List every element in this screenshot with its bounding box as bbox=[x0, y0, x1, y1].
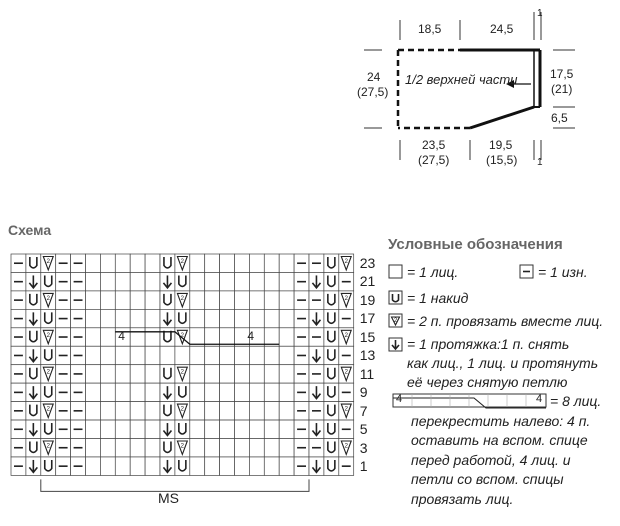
legend-cable-right: 4 bbox=[536, 393, 543, 405]
legend-title: Условные обозначения bbox=[388, 236, 563, 253]
k2tog-label: 2 bbox=[180, 369, 185, 376]
cable-label-right: 4 bbox=[247, 328, 255, 343]
right-height: 17,5 bbox=[550, 67, 574, 81]
k2tog-label: 2 bbox=[46, 295, 50, 302]
row-number: 3 bbox=[359, 439, 368, 456]
k2tog-label: 2 bbox=[344, 295, 348, 302]
k2tog-label: 2 bbox=[46, 443, 50, 450]
legend-pull-2: как лиц., 1 лиц. и протянуть bbox=[407, 355, 599, 371]
legend-cable-left: 4 bbox=[396, 393, 403, 405]
left-height-alt: (27,5) bbox=[357, 85, 389, 99]
legend-k2tog: = 2 п. провязать вместе лиц. bbox=[407, 313, 604, 329]
row-number: 21 bbox=[359, 273, 376, 290]
k2tog-label: 2 bbox=[180, 332, 185, 339]
legend-pull-3: её через снятую петлю bbox=[407, 374, 568, 390]
bottom-width-mid-alt: (15,5) bbox=[486, 153, 518, 167]
k2tog-label: 2 bbox=[180, 259, 185, 265]
row-number: 15 bbox=[359, 328, 376, 345]
legend-cable-desc-4: петли со вспом. спицы bbox=[411, 471, 564, 487]
k2tog-label: 2 bbox=[46, 406, 50, 413]
legend-yarn-over: = 1 накид bbox=[407, 290, 469, 306]
row-number: 1 bbox=[359, 457, 368, 474]
row-number: 7 bbox=[359, 402, 368, 419]
bottom-width-right: 1 bbox=[537, 157, 543, 168]
legend-cable-desc-3: перед работой, 4 лиц. и bbox=[411, 452, 571, 468]
bottom-width-mid: 19,5 bbox=[489, 138, 513, 152]
schematic-title: 1/2 верхней части bbox=[405, 72, 518, 87]
row-number: 5 bbox=[359, 421, 368, 438]
k2tog-label: 2 bbox=[180, 295, 185, 302]
k2tog-label: 2 bbox=[344, 369, 348, 376]
legend-pull-1: = 1 протяжка:1 п. снять bbox=[407, 336, 570, 352]
k2tog-label: 2 bbox=[180, 406, 185, 413]
legend-cable-desc-5: провязать лиц. bbox=[411, 491, 514, 507]
row-number: 9 bbox=[359, 384, 368, 401]
row-number: 17 bbox=[359, 310, 376, 327]
k2tog-label: 2 bbox=[344, 406, 348, 413]
row-number: 23 bbox=[359, 255, 376, 271]
k2tog-label: 2 bbox=[180, 443, 185, 450]
legend-purl: = 1 изн. bbox=[538, 264, 588, 280]
k2tog-label: 2 bbox=[344, 332, 348, 339]
svg-text:2: 2 bbox=[393, 318, 398, 324]
row-number: 13 bbox=[359, 347, 376, 364]
right-small-height: 6,5 bbox=[551, 111, 568, 125]
k2tog-label: 2 bbox=[344, 443, 348, 450]
legend-knit: = 1 лиц. bbox=[407, 264, 459, 280]
k2tog-label: 2 bbox=[46, 332, 50, 339]
top-width-left: 18,5 bbox=[418, 22, 442, 36]
top-width-right: 1 bbox=[537, 8, 543, 19]
row-number: 11 bbox=[359, 365, 375, 382]
bottom-width-left: 23,5 bbox=[422, 138, 446, 152]
schema-title: Схема bbox=[8, 222, 52, 238]
repeat-label: MS bbox=[158, 490, 179, 506]
legend-cable: = 8 лиц. bbox=[550, 393, 602, 409]
k2tog-label: 2 bbox=[46, 259, 50, 265]
top-width-mid: 24,5 bbox=[490, 22, 514, 36]
legend-cable-desc-2: оставить на вспом. спице bbox=[411, 432, 588, 448]
k2tog-label: 2 bbox=[46, 369, 50, 376]
right-height-alt: (21) bbox=[551, 82, 573, 96]
k2tog-label: 2 bbox=[344, 259, 348, 265]
left-height: 24 bbox=[367, 70, 381, 84]
bottom-width-left-alt: (27,5) bbox=[418, 153, 450, 167]
legend-cable-desc-1: перекрестить налево: 4 п. bbox=[411, 413, 591, 429]
cable-label-left: 4 bbox=[118, 328, 125, 343]
row-number: 19 bbox=[359, 291, 376, 308]
